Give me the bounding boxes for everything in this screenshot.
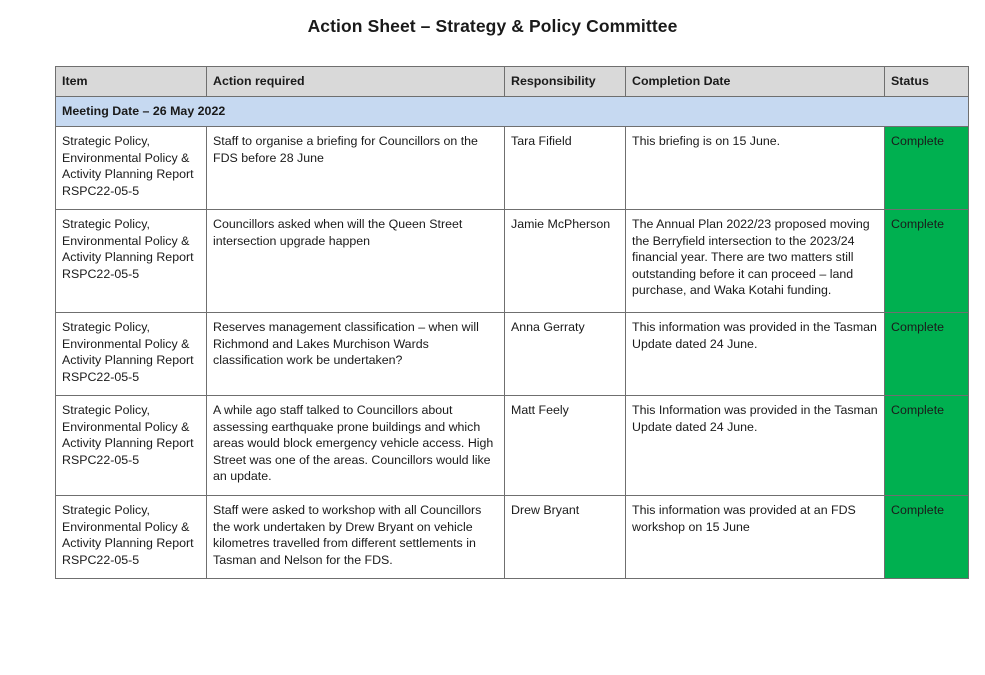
status-cell: Complete: [885, 313, 969, 396]
meeting-date-row: [56, 97, 969, 127]
item-line: Activity Planning Report: [62, 250, 194, 264]
meeting-date-label: Meeting Date – 26 May 2022: [56, 97, 969, 127]
item-line: Activity Planning Report: [62, 167, 194, 181]
item-line: Strategic Policy,: [62, 134, 150, 148]
header-responsibility: Responsibility: [505, 67, 626, 97]
completion-date-cell: This information was provided in the Tasman Update dated 24 June.: [626, 313, 885, 396]
responsibility-cell: Anna Gerraty: [505, 313, 626, 396]
item-line: RSPC22-05-5: [62, 266, 140, 281]
responsibility-cell: Matt Feely: [505, 396, 626, 496]
header-item: Item: [56, 67, 207, 97]
header-status: Status: [885, 67, 969, 97]
table-row: [56, 313, 969, 396]
responsibility-cell: Jamie McPherson: [505, 210, 626, 313]
item-line: Environmental Policy &: [62, 233, 190, 248]
item-line: Strategic Policy,: [62, 217, 150, 231]
action-cell: Councillors asked when will the Queen Street intersection upgrade happen: [207, 210, 505, 313]
item-cell: [56, 210, 207, 313]
completion-date-cell: This Information was provided in the Tasman Update dated 24 June.: [626, 396, 885, 496]
item-line: Activity Planning Report: [62, 536, 194, 550]
header-completion-date: Completion Date: [626, 67, 885, 97]
item-line: Strategic Policy,: [62, 320, 150, 334]
item-line: Environmental Policy &: [62, 519, 190, 534]
item-line: Environmental Policy &: [62, 419, 190, 434]
completion-date-cell: This briefing is on 15 June.: [626, 127, 885, 210]
page-title: Action Sheet – Strategy & Policy Committee: [307, 16, 678, 36]
status-cell: Complete: [885, 496, 969, 579]
table-row: [56, 127, 969, 210]
item-line: Environmental Policy &: [62, 336, 190, 351]
status-cell: Complete: [885, 396, 969, 496]
item-line: RSPC22-05-5: [62, 369, 140, 384]
item-line: RSPC22-05-5: [62, 452, 140, 467]
status-cell: Complete: [885, 210, 969, 313]
status-cell: Complete: [885, 127, 969, 210]
header-action-required: Action required: [207, 67, 505, 97]
item-line: RSPC22-05-5: [62, 183, 140, 198]
item-line: RSPC22-05-5: [62, 552, 140, 567]
action-table: [55, 66, 969, 579]
action-cell: A while ago staff talked to Councillors about assessing earthquake prone buildings and which areas would block emergency vehicle access. High Street was one of the areas. Councillors would like an update.: [207, 396, 505, 496]
item-cell: [56, 313, 207, 396]
item-cell: [56, 127, 207, 210]
completion-date-cell: The Annual Plan 2022/23 proposed moving the Berryfield intersection to the 2023/24 financial year. There are two matters still outstanding before it can proceed – land purchase, and Waka Kotahi funding.: [626, 210, 885, 313]
action-cell: Staff to organise a briefing for Councillors on the FDS before 28 June: [207, 127, 505, 210]
item-line: Environmental Policy &: [62, 150, 190, 165]
completion-date-cell: This information was provided at an FDS workshop on 15 June: [626, 496, 885, 579]
responsibility-cell: Tara Fifield: [505, 127, 626, 210]
item-line: Strategic Policy,: [62, 503, 150, 517]
action-cell: Reserves management classification – when will Richmond and Lakes Murchison Wards classification work be undertaken?: [207, 313, 505, 396]
item-line: Activity Planning Report: [62, 353, 194, 367]
item-cell: [56, 396, 207, 496]
item-line: Activity Planning Report: [62, 436, 194, 450]
table-row: [56, 496, 969, 579]
table-row: [56, 210, 969, 313]
item-line: Strategic Policy,: [62, 403, 150, 417]
action-cell: Staff were asked to workshop with all Councillors the work undertaken by Drew Bryant on vehicle kilometres travelled from different settlements in Tasman and Nelson for the FDS.: [207, 496, 505, 579]
table-row: [56, 396, 969, 496]
item-cell: [56, 496, 207, 579]
table-header-row: [56, 67, 969, 97]
responsibility-cell: Drew Bryant: [505, 496, 626, 579]
